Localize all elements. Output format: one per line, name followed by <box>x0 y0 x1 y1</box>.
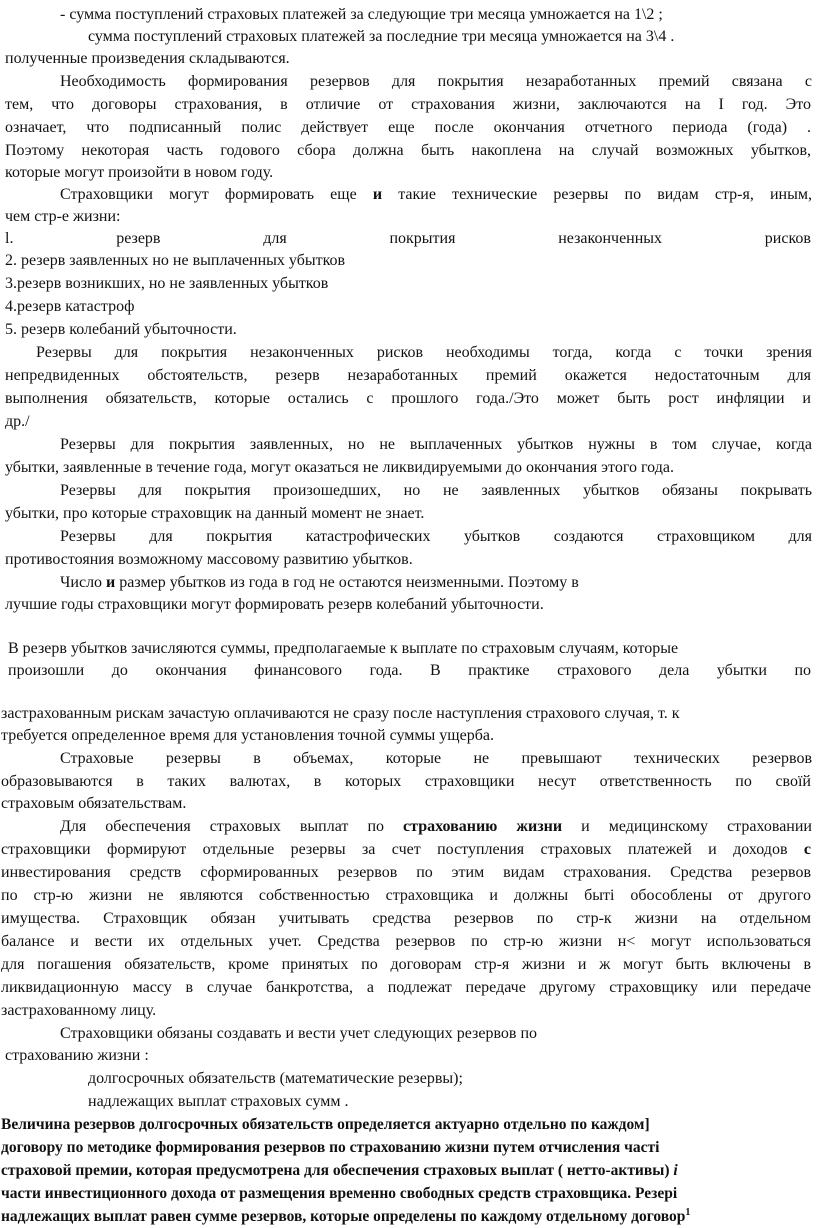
paragraph-line: страховщики формируют отдельные резервы за счет поступления страховых платежей и доходов с <box>1 841 811 858</box>
list-item: 3.резерв возникших, но не заявленных убытков <box>5 275 329 292</box>
paragraph-line: Страховщики обязаны создавать и вести учет следующих резервов по <box>60 1025 537 1042</box>
paragraph-line: части инвестиционного дохода от размещения временно свободных средств страховщика. Резерi <box>1 1185 678 1202</box>
paragraph-line: Резервы для покрытия заявленных, но не выплаченных убытков нужны в том случае, когда <box>60 436 812 453</box>
paragraph-line: по стр-ю жизни не являются собственностью страховщика и должны бытi обособлены от другого <box>1 887 811 904</box>
paragraph-line: произошли до окончания финансового года. В практике страхового дела убытки по <box>8 662 811 679</box>
list-item: l. резерв для покрытия незаконченных рисков <box>5 230 811 247</box>
paragraph-line: договору по методике формирования резервов по страхованию жизни путем отчисления частi <box>1 1139 660 1156</box>
paragraph-line: выполнения обязательств, которые остались с прошлого года./Это может быть рост инфляции и <box>5 390 811 407</box>
paragraph-line: Для обеспечения страховых выплат по страхованию жизни и медицинскому страховании <box>60 818 812 835</box>
paragraph-line: для погашения обязательств, кроме принятых по договорам стр-я жизни и ж могут быть включены в <box>1 956 811 973</box>
paragraph-line: инвестирования средств сформированных резервов по этим видам страхования. Средства резервов <box>1 864 811 881</box>
paragraph-line: Страховщики могут формировать еще и такие технические резервы по видам стр-я, иным, <box>60 186 812 203</box>
text-line: полученные произведения складываются. <box>5 50 290 67</box>
paragraph-line: убытки, про которые страховщик на данный момент не знает. <box>5 505 425 522</box>
list-item: долгосрочных обязательств (математические резервы); <box>88 1070 463 1087</box>
list-item: 4.резерв катастроф <box>5 298 135 315</box>
paragraph-line: противостояния возможному массовому развитию убытков. <box>5 551 413 568</box>
paragraph-line: ликвидационную массу в случае банкротства, а подлежат передаче другому страховщику или передаче <box>1 979 811 996</box>
paragraph-line: образовываются в таких валютах, в которых страховщики несут ответственность по своїй <box>1 773 811 790</box>
paragraph-line: Резервы для покрытия произошедших, но не заявленных убытков обязаны покрывать <box>60 482 812 499</box>
text-line: - сумма поступлений страховых платежей за следующие три месяца умножается на 1\2 ; <box>60 6 663 23</box>
paragraph-line: чем стр-е жизни: <box>5 208 121 225</box>
paragraph-line: убытки, заявленные в течение года, могут оказаться не ликвидируемыми до окончания этого года. <box>5 459 674 476</box>
paragraph-line: Резервы для покрытия незаконченных рисков необходимы тогда, когда с точки зрения <box>36 344 812 361</box>
paragraph-line: Поэтому некоторая часть годового сбора должна быть накоплена на случай возможных убытков, <box>5 142 811 159</box>
paragraph-line: балансе и вести их отдельных учет. Средства резервов по стр-ю жизни н< могут использоваться <box>1 933 811 950</box>
paragraph-line: страховой премии, которая предусмотрена для обеспечения страховых выплат ( нетто-активы) i <box>1 1162 678 1179</box>
paragraph-line: надлежащих выплат равен сумме резервов, которые определены по каждому отдельному договор$^1$ <box>1 1206 691 1225</box>
paragraph-line: которые могут произойти в новом году. <box>5 164 274 181</box>
paragraph-line: застрахованному лицу. <box>1 1002 157 1019</box>
paragraph-line: тем, что договоры страхования, в отличие от страхования жизни, заключаются на I год. Это <box>5 96 811 113</box>
paragraph-line: Резервы для покрытия катастрофических убытков создаются страховщиком для <box>60 528 812 545</box>
paragraph-line: требуется определенное время для установления точной суммы ущерба. <box>1 727 494 744</box>
paragraph-line: Необходимость формирования резервов для покрытия незаработанных премий связана с <box>60 73 812 90</box>
paragraph-line: Величина резервов долгосрочных обязательств определяется актуарно отдельно по каждом] <box>1 1116 650 1133</box>
list-item: 5. резерв колебаний убыточности. <box>5 321 237 338</box>
paragraph-line: непредвиденных обстоятельств, резерв незаработанных премий окажется недостаточным для <box>5 367 811 384</box>
paragraph-line: имущества. Страховщик обязан учитывать средства резервов по стр-к жизни на отдельном <box>1 910 811 927</box>
list-item: надлежащих выплат страховых сумм . <box>88 1093 349 1110</box>
paragraph-line: др./ <box>5 413 30 430</box>
paragraph-line: означает, что подписанный полис действует еще после окончания отчетного периода (года) . <box>5 119 811 136</box>
paragraph-line: В резерв убытков зачисляются суммы, предполагаемые к выплате по страховым случаям, которые <box>8 640 679 657</box>
paragraph-line: Число и размер убытков из года в год не остаются неизменными. Поэтому в <box>60 574 579 591</box>
paragraph-line: лучшие годы страховщики могут формировать резерв колебаний убыточности. <box>5 596 544 613</box>
list-item: 2. резерв заявленных но не выплаченных убытков <box>5 252 346 269</box>
paragraph-line: Страховые резервы в объемах, которые не превышают технических резервов <box>60 750 812 767</box>
paragraph-line: страховым обязательствам. <box>1 795 187 812</box>
paragraph-line: страхованию жизни : <box>5 1047 149 1064</box>
text-line: сумма поступлений страховых платежей за последние три месяца умножается на 3\4 . <box>88 28 675 45</box>
paragraph-line: застрахованным рискам зачастую оплачиваются не сразу после наступления страхового случая, т. к <box>1 705 680 722</box>
